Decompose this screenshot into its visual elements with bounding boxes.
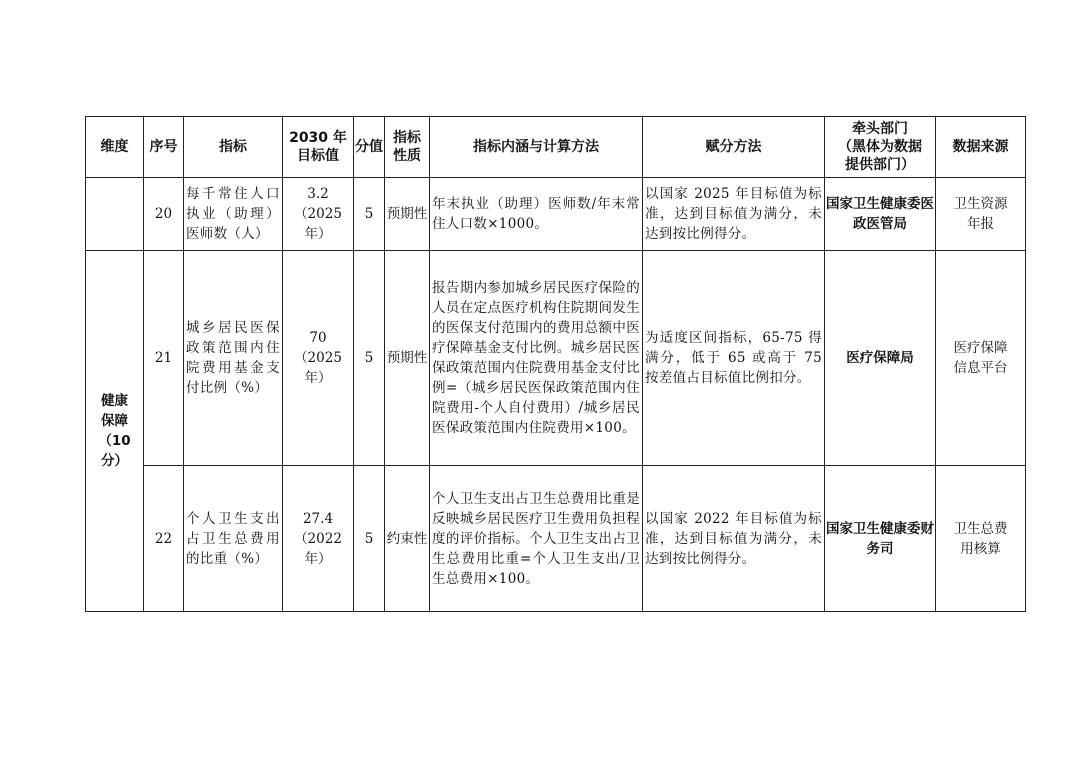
- target-cell: [283, 466, 354, 612]
- seq-cell: 20: [144, 178, 184, 251]
- nature-cell: 约束性: [385, 466, 430, 612]
- target-value: 3.2: [307, 186, 329, 202]
- table-row: [86, 251, 1026, 466]
- target-suffix: 年）: [304, 550, 332, 567]
- indicator-table: [85, 116, 1026, 612]
- target-cell: [283, 178, 354, 251]
- header-indicator: 指标: [184, 117, 283, 178]
- header-nature-line1: 指标: [393, 130, 421, 146]
- header-lead-line3: 提供部门）: [845, 157, 915, 173]
- target-year: （2022: [294, 530, 342, 547]
- dimension-cell: [86, 251, 144, 612]
- header-definition: 指标内涵与计算方法: [430, 117, 643, 178]
- target-cell: [283, 251, 354, 466]
- data-source-cell: 卫生资源年报: [936, 178, 1026, 251]
- definition-cell: 个人卫生支出占卫生总费用比重是反映城乡居民医疗卫生费用负担程度的评价指标。个人卫生支出占卫生总费用比重=个人卫生支出/卫生总费用×100。: [430, 466, 643, 612]
- table-row: [86, 466, 1026, 612]
- header-row: [86, 117, 1026, 178]
- scoring-cell: 以国家 2025 年目标值为标准，达到目标值为满分，未达到按比例得分。: [643, 178, 825, 251]
- lead-department-cell: 医疗保障局: [825, 251, 936, 466]
- dimension-line3: （10 分）: [98, 433, 131, 469]
- header-nature-line2: 性质: [393, 148, 421, 164]
- indicator-cell: 每千常住人口执业（助理）医师数（人）: [184, 178, 283, 251]
- header-lead: [825, 117, 936, 178]
- header-dimension: 维度: [86, 117, 144, 178]
- lead-department-cell: 国家卫生健康委财务司: [825, 466, 936, 612]
- seq-cell: 22: [144, 466, 184, 612]
- indicator-cell: 城乡居民医保政策范围内住院费用基金支付比例（%）: [184, 251, 283, 466]
- scoring-cell: 为适度区间指标，65-75 得满分，低于 65 或高于 75 按差值占目标值比例扣分。: [643, 251, 825, 466]
- dimension-line2: 保障: [101, 413, 128, 429]
- score-cell: 5: [354, 251, 385, 466]
- target-year: （2025: [294, 350, 342, 366]
- target-value: 70: [309, 330, 327, 346]
- nature-cell: 预期性: [385, 251, 430, 466]
- nature-cell: 预期性: [385, 178, 430, 251]
- header-seq: 序号: [144, 117, 184, 178]
- header-lead-line2: （黑体为数据: [838, 139, 922, 155]
- header-score: 分值: [354, 117, 385, 178]
- header-nature: [385, 117, 430, 178]
- definition-cell: 报告期内参加城乡居民医疗保险的人员在定点医疗机构住院期间发生的医保支付范围内的费用总额中医疗保障基金支付比例。城乡居民医保政策范围内住院费用基金支付比例=（城乡居民医保政策范围内住院费用-个人自付费用）/城乡居民医保政策范围内住院费用×100。: [430, 251, 643, 466]
- seq-cell: 21: [144, 251, 184, 466]
- dimension-line1: 健康: [101, 393, 128, 409]
- indicator-cell: 个人卫生支出占卫生总费用的比重（%）: [184, 466, 283, 612]
- scoring-cell: 以国家 2022 年目标值为标准，达到目标值为满分，未达到按比例得分。: [643, 466, 825, 612]
- header-scoring: 赋分方法: [643, 117, 825, 178]
- score-cell: 5: [354, 178, 385, 251]
- dimension-cell-empty: [86, 178, 144, 251]
- header-target: [283, 117, 354, 178]
- target-suffix: 年）: [304, 370, 332, 386]
- header-lead-line1: 牵头部门: [852, 121, 908, 137]
- definition-cell: 年末执业（助理）医师数/年末常住人口数×1000。: [430, 178, 643, 251]
- target-suffix: 年）: [304, 226, 332, 242]
- target-value: 27.4: [302, 510, 334, 527]
- header-target-line1: 2030 年: [289, 130, 347, 146]
- header-target-line2: 目标值: [297, 148, 339, 164]
- data-source-cell: 卫生总费用核算: [936, 466, 1026, 612]
- lead-department-cell: 国家卫生健康委医政医管局: [825, 178, 936, 251]
- score-cell: 5: [354, 466, 385, 612]
- header-source: 数据来源: [936, 117, 1026, 178]
- target-year: （2025: [294, 206, 342, 222]
- table-row: [86, 178, 1026, 251]
- data-source-cell: 医疗保障信息平台: [936, 251, 1026, 466]
